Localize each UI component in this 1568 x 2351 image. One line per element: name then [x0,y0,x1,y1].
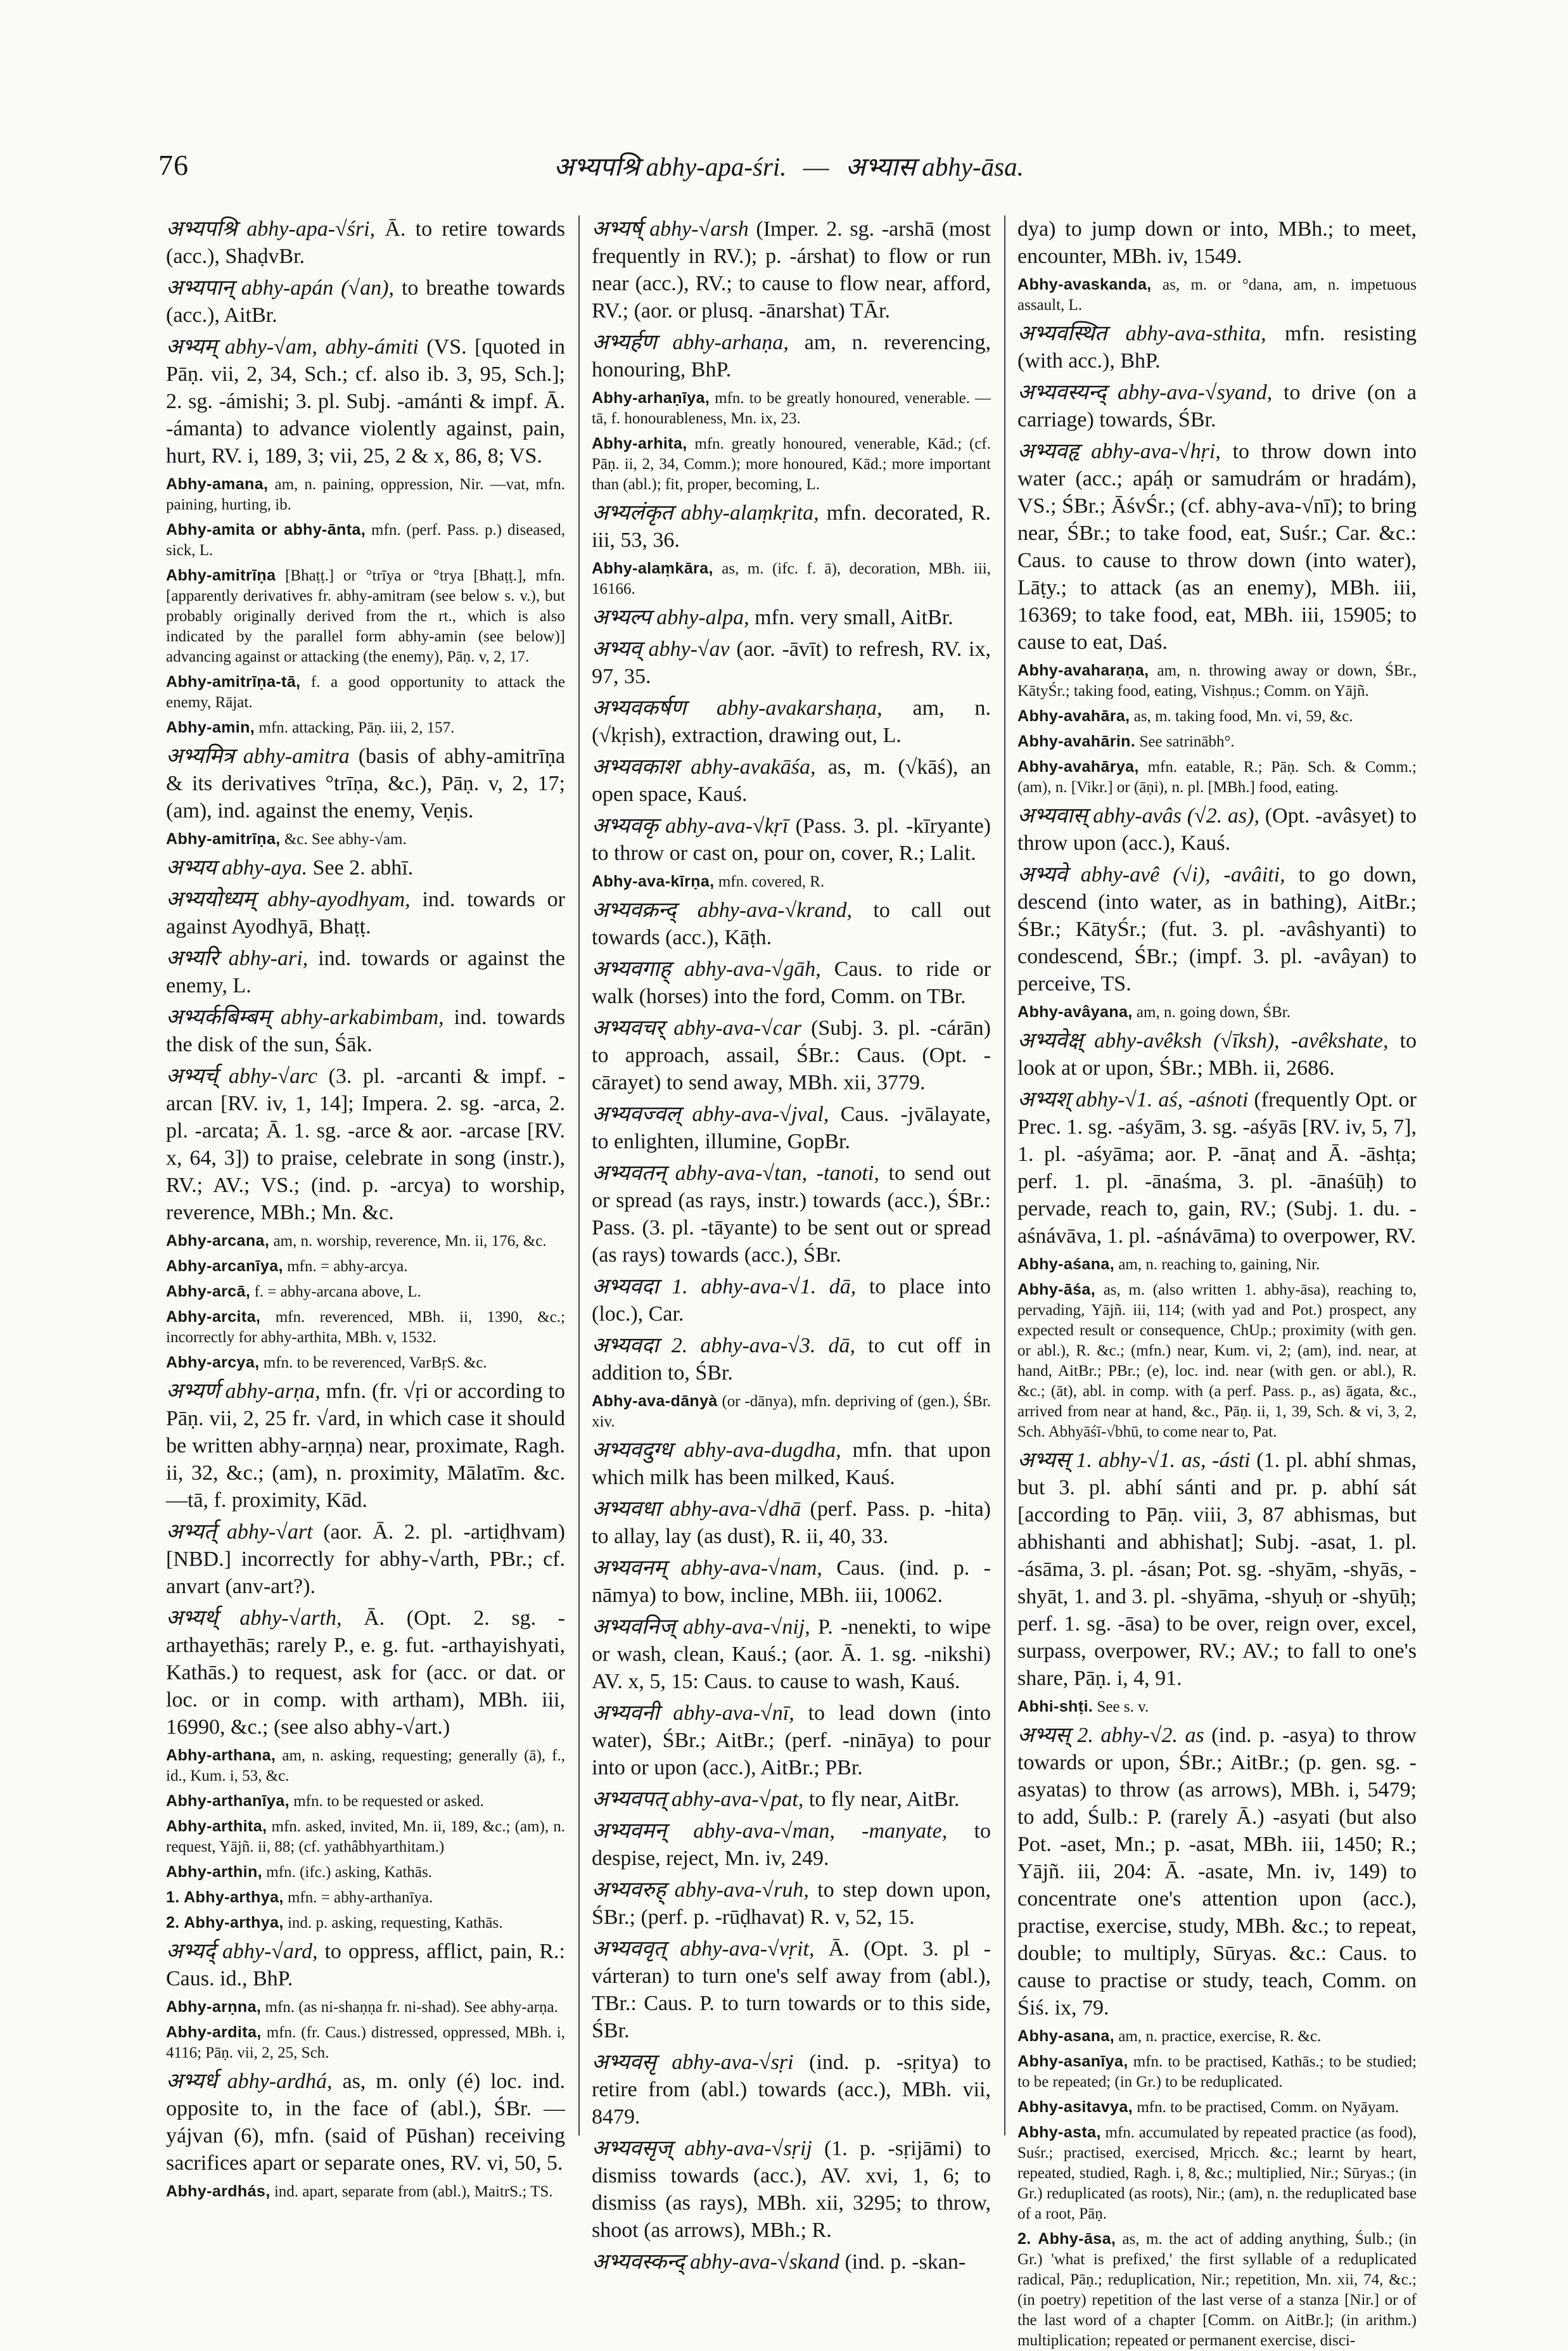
dictionary-subentry [1017,2026,1417,2047]
dictionary-subentry [592,433,991,495]
entry-definition: to go down, descend (into water, as in bathing), AitBr.; ŚBr.; KātyŚr.; (fut. 3. pl. -avâshyanti) to condescend, ŚBr.; (impf. 3. pl. -avâyan) to perceive, TS. [1017,863,1417,996]
entry-headword: अभ्यर्द् abhy-√ard, [166,1940,318,1963]
dictionary-subentry [1017,731,1417,752]
page-header [158,148,1419,186]
entry-headword: अभ्यपान् abhy-apán (√an), [166,276,394,300]
dictionary-entry [166,333,565,470]
entry-headword: Abhy-arcā, [166,1283,251,1300]
entry-definition: (Subj. 3. pl. -cárān) to approach, assail, ŚBr.: Caus. (Opt. -cārayet) to send away, MBh. xii, 3779. [592,1016,991,1094]
entry-headword: अभ्यवकृ abhy-ava-√kṛī [592,814,789,838]
entry-headword: Abhy-avaskanda, [1017,276,1152,293]
entry-definition: mfn. to be reverenced, VarBṛS. &c. [259,1354,487,1371]
entry-headword: 2. Abhy-āsa, [1017,2230,1116,2248]
dictionary-subentry [1017,1279,1417,1442]
dictionary-entry [166,945,565,999]
dictionary-entry [592,1554,991,1609]
dictionary-entry [166,215,565,270]
dictionary-subentry [592,1391,991,1432]
dictionary-subentry [1017,274,1417,316]
entry-definition: f. = abhy-arcana above, L. [250,1283,421,1300]
entry-definition: [Bhaṭṭ.] or °trīya or °trya [Bhaṭṭ.], mfn. [apparently derivatives fr. abhy-amitram (see below s. v.), but probably originally derived from the rt., which is also indicated by the parallel form abhy-amin (see below)] advancing against or attacking (the enemy), Pāṇ. v, 2, 17. [166,567,565,665]
dictionary-subentry [166,1997,565,2018]
entry-definition: mfn. (fr. √ṛi or according to Pāṇ. vii, 2, 25 fr. √ard, in which case it should be written abhy-arṇṇa) near, proximate, Ragh. ii, 32, &c.; (am), n. proximity, Mālatīm. &c. —tā, f. proximity, Kād. [166,1380,565,1512]
entry-headword: Abhy-arṇna, [166,1998,262,2016]
entry-headword: अभ्यपश्रि abhy-apa-√śri, [166,217,376,241]
entry-headword: Abhy-arcita, [166,1308,261,1326]
entry-definition: See s. v. [1093,1698,1149,1715]
page-number: 76 [158,149,189,181]
entry-definition: (1. pl. abhí shmas, but 3. pl. abhí sánti and pr. p. abhí sát [according to Pāṇ. viii, 3, 87 abhismas, but abhishanti and abhishat]; Subj. -asat, 1. pl. -ásāma, 3. pl. -ásan; Pot. sg. -shyām, -shyās, -shyāt, 1. and 3. pl. -shyāma, -shyuḥ or -shyūḥ; perf. 1. sg. -āsa) to be over, reign over, excel, surpass, overpower, RV.; AV.; to fall to one's share, Pāṇ. i, 4, 91. [1017,1449,1417,1690]
dictionary-subentry [166,565,565,667]
entry-definition: to cut off in addition to, ŚBr. [592,1334,991,1385]
entry-headword: 2. Abhy-arthya, [166,1914,284,1931]
entry-definition: mfn. attacking, Pāṇ. iii, 2, 157. [255,719,455,736]
dictionary-entry [592,1876,991,1931]
dictionary-entry [592,1817,991,1872]
dictionary-entry [1017,802,1417,857]
entry-headword: अभ्ययोध्यम् abhy-ayodhyam, [166,888,411,911]
entry-headword: अभ्यवस्थित abhy-ava-sthita, [1017,322,1266,345]
entry-definition: (ind. p. -asya) to throw towards or upon, ŚBr.; AitBr.; (p. gen. sg. -asyatas) to throw (as arrows), MBh. i, 5479; to add, Śulb.: P. (rarely Ā.) -asyati (but also Pot. -aset, Mn.; p. -asat, MBh. iii, 1450; R.; Yājñ. iii, 204: Ā. -asate, Mn. iv, 149) to concentrate one's attention upon (acc.), practise, exercise, study, MBh. &c.; to repeat, double; to multiply, Sūryas. &c.: Caus. to cause to practise or study, teach, Comm. on Śiś. ix, 79. [1017,1724,1417,2020]
entry-definition: (Imper. 2. sg. -arshā (most frequently in RV.); p. -árshat) to flow or run near (acc.), RV.; to cause to flow near, afford, RV.; (aor. or plusq. -ānarshat) TĀr. [592,217,991,323]
entry-definition: to step down upon, ŚBr.; (perf. p. -rūḍhavat) R. v, 52, 15. [592,1878,991,1929]
entry-headword: अभ्यव् abhy-√av [592,637,730,661]
dictionary-subentry [1017,2051,1417,2092]
entry-definition: as, m. (√kāś), an open space, Kauś. [592,755,991,806]
entry-definition: (perf. Pass. p. -hita) to allay, lay (as dust), R. ii, 40, 33. [592,1497,991,1548]
entry-headword: अभ्यलंकृत abhy-alaṃkṛita, [592,501,819,525]
entry-definition: (ind. p. -skan- [839,2250,966,2274]
entry-definition: (Pass. 3. pl. -kīryante) to throw or cast on, pour on, cover, R.; Lalit. [592,814,991,865]
entry-headword: Abhy-amin, [166,719,255,736]
entry-headword: अभ्यवसृ abhy-ava-√sṛi [592,2051,794,2074]
entry-definition: mfn. that upon which milk has been milked, Kauś. [592,1438,991,1489]
column-divider [1004,215,1005,2136]
entry-headword: Abhy-arhita, [592,435,687,452]
entry-definition: Caus. to ride or walk (horses) into the ford, Comm. on TBr. [592,958,991,1008]
entry-headword: अभ्यवदुग्ध abhy-ava-dugdha, [592,1438,841,1462]
dictionary-subentry [166,1281,565,1302]
entry-headword: Abhy-amitrīṇa [166,567,276,584]
entry-definition: mfn. to be greatly honoured, venerable. —tā, f. honourableness, Mn. ix, 23. [592,390,991,427]
dictionary-entry [592,499,991,554]
entry-headword: Abhy-amana, [166,475,269,493]
entry-definition: as, m. only (é) loc. ind. opposite to, in the face of (abl.), ŚBr. —yájvan (6), mfn. (said of Pūshan) receiving sacrifices apart or separate ones, RV. vi, 50, 5. [166,2070,566,2175]
dictionary-entry [1017,320,1417,375]
entry-definition: See satrinābh°. [1135,733,1235,750]
dictionary-subentry [1017,1254,1417,1275]
dictionary-subentry [166,1307,565,1348]
dictionary-subentry [592,388,991,429]
dictionary-subentry [166,829,565,850]
entry-headword: अभ्यवे abhy-avê (√i), -avâiti, [1017,863,1285,887]
dictionary-entry [1017,379,1417,433]
entry-headword: Abhy-avahārin. [1017,733,1136,750]
entry-headword: अभ्यवरुह् abhy-ava-√ruh, [592,1878,809,1902]
dictionary-entry [592,636,991,690]
entry-definition: (aor. Ā. 2. pl. -artiḍhvam) [NBD.] incorrectly for abhy-√arth, PBr.; cf. anvart (anv-art?). [166,1520,565,1598]
dictionary-entry [166,743,565,824]
entry-definition: Ā. (Opt. 3. pl -várteran) to turn one's self away from (abl.), TBr.: Caus. P. to turn towards or to this side, ŚBr. [592,1937,991,2042]
dictionary-entry [592,329,991,383]
dictionary-subentry [1017,2229,1417,2351]
dictionary-entry [166,1518,565,1600]
text-columns [166,215,1418,2349]
entry-headword: अभ्यवस्यन्द् abhy-ava-√syand, [1017,381,1273,404]
entry-definition: am, n. reaching to, gaining, Nir. [1114,1256,1320,1273]
entry-headword: Abhy-arcanīya, [166,1257,283,1275]
entry-definition: P. -nenekti, to wipe or wash, clean, Kauś.; (aor. Ā. 1. sg. -nikshi) AV. x, 5, 15: Caus. to cause to wash, Kauś. [592,1615,991,1693]
dictionary-entry [592,1786,991,1813]
entry-headword: अभ्यवहृ abhy-ava-√hṛi, [1017,440,1221,463]
entry-definition: ind. towards the disk of the sun, Śāk. [166,1006,565,1056]
entry-headword: अभ्यर्कबिम्बम् abhy-arkabimbam, [166,1006,444,1029]
entry-headword: Abhy-āśa, [1017,1281,1096,1298]
dictionary-entry [592,2135,991,2244]
dictionary-entry [166,1063,565,1226]
dictionary-subentry [166,1256,565,1277]
dictionary-subentry [166,1862,565,1883]
entry-headword: अभ्यवनम् abhy-ava-√nam, [592,1556,822,1580]
entry-headword: Abhy-avahārya, [1017,758,1139,776]
dictionary-entry [592,1613,991,1695]
dictionary-subentry [166,1352,565,1373]
entry-definition: as, m. (also written 1. abhy-āsa), reaching to, pervading, Yājñ. iii, 114; (with yad and Pot.) prospect, any expected result or consequence, ChUp.; proximity (with gen. or abl.), R. &c.; (mfn.) near, Kum. vi, 2; (am), ind. near, at hand, AitBr.; PBr.; (e), loc. ind. near (with gen. or abl.), R. &c.; (āt), abl. in comp. with (a perf. Pass. p., as) āgata, &c., arrived from near at hand, &c., Pāṇ. ii, 1, 39, Sch. & vi, 3, 2, Sch. Abhyāśī-√bhū, to come near to, Pat. [1017,1281,1417,1440]
entry-definition: to call out towards (acc.), Kāṭh. [592,899,991,949]
entry-headword: अभ्यमित्र abhy-amitra [166,745,350,768]
dictionary-entry [592,2248,991,2276]
dictionary-subentry [166,1745,565,1786]
entry-headword: Abhy-alaṃkāra, [592,560,713,577]
entry-definition: to oppress, afflict, pain, R.: Caus. id., BhP. [166,1940,566,1990]
entry-headword: Abhy-amita or abhy-ānta, [166,521,366,539]
entry-definition: to breathe towards (acc.), AitBr. [166,276,566,327]
running-head [158,148,1419,184]
entry-definition: mfn. eatable, R.; Pāṇ. Sch. & Comm.; (am), n. [Vikr.] or (āṇi), n. pl. [MBh.] food, eating. [1017,759,1417,796]
dictionary-entry [592,1015,991,1096]
dictionary-entry [1017,1086,1417,1250]
entry-headword: अभ्यववृत् abhy-ava-√vṛit, [592,1937,815,1961]
entry-definition: to look at or upon, ŚBr.; MBh. ii, 2686. [1017,1029,1417,1080]
entry-headword: अभ्यवसृज् abhy-ava-√sṛij [592,2137,812,2160]
entry-definition: (1. p. -sṛijāmi) to dismiss towards (acc.), AV. xvi, 1, 6; to dismiss (as rays), MBh. xii, 3295; to throw, shoot (as arrows), MBh.; R. [592,2137,991,2242]
entry-headword: अभ्यस् 2. abhy-√2. as [1017,1724,1204,1747]
entry-definition: mfn. covered, R. [714,873,825,890]
entry-headword: अभ्यर्ण abhy-arṇa, [166,1380,321,1403]
dictionary-entry [166,1938,565,1992]
entry-definition: ind. p. asking, requesting, Kathās. [283,1914,503,1931]
entry-definition: to fly near, AitBr. [803,1788,960,1811]
entry-headword: Abhy-arcana, [166,1232,270,1250]
entry-definition: am, n. paining, oppression, Nir. —vat, mfn. paining, hurting, ib. [166,476,565,513]
column-2 [592,215,991,2274]
entry-definition: mfn. = abhy-arthanīya. [283,1889,433,1906]
entry-definition: am, n. asking, requesting; generally (ā), f., id., Kum. i, 53, &c. [166,1747,565,1784]
entry-definition: Caus. -jvālayate, to enlighten, illumine, GopBr. [592,1103,991,1153]
entry-definition: ind. towards or against Ayodhyā, Bhaṭṭ. [166,888,565,938]
entry-definition: (3. pl. -arcanti & impf. -arcan [RV. iv, 1, 14]; Impera. 2. sg. -arca, 2. pl. -arcata; Ā. 1. sg. -arce & aor. -arcase [RV. x, 64, 3]) to praise, celebrate in song (instr.), RV.; AV.; VS.; (ind. p. -arcya) to worship, reverence, MBh.; Mn. &c. [166,1065,565,1224]
entry-definition: mfn. asked, invited, Mn. ii, 189, &c.; (am), n. request, Yājñ. ii, 88; (cf. yathâbhyarthitam.) [166,1818,565,1855]
entry-definition: f. a good opportunity to attack the enemy, Rājat. [166,674,565,711]
entry-headword: अभ्यवनिज् abhy-ava-√nij, [592,1615,810,1639]
entry-definition: am, n. (√kṛish), extraction, drawing out, L. [592,696,991,747]
dictionary-subentry [1017,1696,1417,1717]
entry-headword: अभ्यवास् abhy-avâs (√2. as), [1017,804,1259,828]
entry-definition: to send out or spread (as rays, instr.) towards (acc.), ŚBr.: Pass. (3. pl. -tāyante) to be sent out or spread (as rays) towards (acc.), ŚBr. [592,1162,991,1267]
entry-headword: Abhy-avahāra, [1017,707,1130,725]
entry-headword: Abhy-ardhás, [166,2182,271,2200]
entry-headword: अभ्यर्च् abhy-√arc [166,1065,318,1088]
entry-headword: अभ्यरि abhy-ari, [166,947,309,970]
entry-definition: mfn. to be practised, Kathās.; to be studied; to be repeated; (in Gr.) to be reduplicated. [1017,2053,1417,2091]
entry-headword: अभ्यवमन् abhy-ava-√man, -manyate, [592,1819,948,1843]
entry-definition: to place into (loc.), Car. [592,1275,991,1326]
entry-headword: अभ्यवेक्ष् abhy-avêksh (√īksh), -avêkshate, [1017,1029,1389,1053]
entry-headword: Abhy-asanīya, [1017,2053,1128,2070]
headword-dash: — [803,152,829,181]
dictionary-entry [166,854,565,881]
dictionary-subentry [166,1791,565,1812]
entry-definition: mfn. = abhy-arcya. [283,1258,408,1275]
entry-definition: (ind. p. -sṛitya) to retire from (abl.) towards (acc.), MBh. vii, 8479. [592,2051,991,2129]
entry-headword: अभ्यवनी abhy-ava-√nī, [592,1701,794,1725]
entry-headword: अभ्यवचर् abhy-ava-√car [592,1016,802,1040]
entry-headword: Abhy-asana, [1017,2027,1115,2045]
dictionary-subentry [1017,660,1417,701]
entry-headword: Abhy-arthin, [166,1863,263,1881]
dictionary-entry [592,956,991,1010]
entry-headword: अभ्यस् 1. abhy-√1. as, -ásti [1017,1449,1251,1472]
dictionary-entry [166,1004,565,1058]
entry-definition: as, m. or °dana, am, n. impetuous assault, L. [1017,276,1417,314]
dictionary-entry [166,886,565,940]
dictionary-entry [592,753,991,808]
entry-definition: Ā. (Opt. 2. sg. -arthayethās; rarely P., e. g. fut. -arthayishyati, Kathās.) to request, ask for (acc. or dat. or loc. or in comp. with artham), MBh. iii, 16990, &c.; (see also abhy-√art.) [166,1606,565,1739]
entry-definition: dya) to jump down or into, MBh.; to meet, encounter, MBh. iv, 1549. [1017,217,1417,268]
dictionary-entry [166,1378,565,1514]
entry-headword: अभ्यश् abhy-√1. aś, -aśnoti [1017,1088,1249,1111]
dictionary-subentry [166,672,565,713]
dictionary-subentry [166,1887,565,1908]
dictionary-entry [592,1700,991,1781]
entry-definition: am, n. worship, reverence, Mn. ii, 176, &c. [269,1233,547,1250]
entry-headword: Abhy-avaharaṇa, [1017,662,1149,679]
entry-definition: am, n. practice, exercise, R. &c. [1114,2028,1322,2045]
entry-definition: (frequently Opt. or Prec. 1. sg. -aśyām, 3. sg. -aśyās [RV. iv, 5, 7], 1. pl. -aśyāma; aor. P. -ānaṭ and Ā. -āshṭa; perf. 1. pl. -ānaśma, 3. pl. -ānaśūḥ) to pervade, reach to, gain, RV.; (Subj. 1. du. -aśnávāva, 1. pl. -aśnávāma) to overpower, RV. [1017,1088,1417,1248]
entry-definition: to despise, reject, Mn. iv, 249. [592,1819,991,1870]
entry-headword: Abhy-asta, [1017,2124,1101,2141]
column-divider [578,215,580,2136]
dictionary-subentry [166,1231,565,1252]
dictionary-subentry [1017,2097,1417,2118]
entry-headword: अभ्यवक्रन्द् abhy-ava-√krand, [592,899,853,922]
entry-definition: (or -dānya), mfn. depriving of (gen.), ŚBr. xiv. [592,1393,991,1430]
entry-headword: अभ्यवदा 1. abhy-ava-√1. dā, [592,1275,857,1298]
dictionary-entry [592,1496,991,1550]
dictionary-entry [166,274,565,329]
entry-definition: (VS. [quoted in Pāṇ. vii, 2, 34, Sch.; cf. also ib. 3, 95, Sch.]; 2. sg. -ámishi; 3. pl. Subj. -amánti & impf. Ā. -ámanta) to advance violently against, pain, hurt, RV. i, 189, 3; vii, 25, 2 & x, 86, 8; VS. [166,335,566,468]
dictionary-subentry [1017,706,1417,727]
dictionary-subentry [166,520,565,561]
entry-headword: अभ्यल्प abhy-alpa, [592,606,749,629]
entry-headword: अभ्यर्त् abhy-√art [166,1520,313,1544]
dictionary-entry [592,812,991,867]
dictionary-entry [1017,215,1417,270]
entry-definition: to drive (on a carriage) towards, ŚBr. [1017,381,1417,432]
dictionary-entry [592,1437,991,1491]
entry-definition: mfn. (as ni-shaṇṇa fr. ni-shad). See abhy-arṇa. [261,1999,558,2016]
entry-headword: अभ्यवगाह् abhy-ava-√gāh, [592,958,821,981]
dictionary-entry [592,1935,991,2044]
dictionary-entry [592,1160,991,1269]
entry-definition: am, n. going down, ŚBr. [1132,1004,1291,1021]
entry-definition: &c. See abhy-√am. [280,831,407,848]
entry-headword: Abhy-ava-dānyà [592,1392,718,1410]
dictionary-entry [592,2049,991,2130]
entry-definition: See 2. abhī. [307,856,414,880]
entry-definition: to lead down (into water), ŚBr.; AitBr.; (perf. -nināya) to pour into or upon (acc.), AitBr.; PBr. [592,1701,991,1779]
entry-headword: अभ्यर्ष् abhy-√arsh [592,217,749,241]
entry-headword: Abhy-arthita, [166,1817,267,1835]
dictionary-entry [1017,438,1417,656]
dictionary-entry [166,1605,565,1741]
entry-definition: Ā. to retire towards (acc.), ShaḍvBr. [166,217,565,268]
entry-headword: Abhy-arthana, [166,1746,276,1764]
entry-headword: अभ्यर्हण abhy-arhaṇa, [592,331,789,354]
dictionary-entry [1017,1027,1417,1082]
dictionary-entry [592,695,991,749]
entry-headword: Abhy-ava-kīrṇa, [592,873,715,890]
dictionary-entry [166,2068,565,2177]
entry-definition: to throw down into water (acc.; apáḥ or samudrám or hradám), VS.; ŚBr.; ĀśvŚr.; (cf. abhy-ava-√nī); to bring near, ŚBr.; to take food, eat, Suśr.; Car. &c.: Caus. to cause to throw down (into water), Lāṭy.; to attack (as an enemy), MBh. iii, 16369; to take food, eat, MBh. iii, 15905; to cause to eat, Daś. [1017,440,1417,654]
entry-definition: mfn. very small, AitBr. [749,606,953,629]
entry-headword: अभ्यवधा abhy-ava-√dhā [592,1497,801,1521]
entry-definition: am, n. throwing away or down, ŚBr., KātyŚr.; taking food, eating, Vishṇus.; Comm. on Yājñ. [1017,662,1417,700]
entry-headword: अभ्यय abhy-aya. [166,856,308,880]
entry-definition: mfn. greatly honoured, venerable, Kād.; (cf. Pāṇ. ii, 2, 34, Comm.); more honoured, Kād.; more important than (abl.); fit, proper, becoming, L. [592,435,991,493]
dictionary-subentry [1017,1002,1417,1023]
dictionary-entry [592,1101,991,1155]
entry-headword: अभ्यवकर्षण abhy-avakarshaṇa, [592,696,883,720]
entry-headword: अभ्यवतन् abhy-ava-√tan, -tanoti, [592,1162,879,1185]
entry-definition: mfn. to be practised, Comm. on Nyāyam. [1133,2099,1399,2116]
entry-headword: अभ्यम् abhy-√am, abhy-ámiti [166,335,419,359]
entry-definition: mfn. (ifc.) asking, Kathās. [262,1864,433,1881]
dictionary-subentry [166,1816,565,1857]
entry-definition: (Opt. -avâsyet) to throw upon (acc.), Kauś. [1017,804,1417,855]
entry-headword: Abhy-amitrīṇa, [166,830,281,848]
dictionary-subentry [592,558,991,599]
entry-headword: Abhy-arthanīya, [166,1792,290,1810]
entry-headword: Abhy-amitrīṇa-tā, [166,673,301,691]
entry-definition: Caus. (ind. p. -nāmya) to bow, incline, MBh. iii, 10062. [592,1556,991,1607]
column-3 [1017,215,1417,2349]
last-headword: अभ्यास abhy-āsa. [845,152,1024,181]
entry-definition: mfn. (fr. Caus.) distressed, oppressed, MBh. i, 4116; Pāṇ. vii, 2, 25, Sch. [166,2024,565,2061]
entry-definition: ind. apart, separate from (abl.), MaitrS.; TS. [270,2183,553,2200]
dictionary-entry [1017,1447,1417,1692]
column-1 [166,215,566,2200]
dictionary-subentry [1017,2122,1417,2224]
entry-definition: mfn. (perf. Pass. p.) diseased, sick, L. [166,522,565,559]
dictionary-subentry [166,2022,565,2063]
dictionary-entry [1017,861,1417,997]
entry-headword: Abhy-arhaṇīya, [592,389,710,407]
entry-definition: as, m. the act of adding anything, Śulb.; (in Gr.) 'what is prefixed,' the first syllable of a reduplicated radical, Pāṇ.; reduplication, Nir.; repetition, Mn. xii, 74, &c.; (in poetry) repetition of the last verse of a stanza [Nir.] or of the last word of a chapter [Comm. on AitBr.]; (in arithm.) multiplication; repeated or permanent exercise, disci- [1017,2231,1417,2349]
entry-headword: Abhy-avâyana, [1017,1003,1133,1021]
dictionary-entry [592,215,991,324]
dictionary-entry [592,1332,991,1387]
dictionary-entry [592,604,991,631]
entry-definition: (aor. -āvīt) to refresh, RV. ix, 97, 35. [592,637,991,688]
entry-definition: mfn. decorated, R. iii, 53, 36. [592,501,991,552]
entry-headword: अभ्यर्थ् abhy-√arth, [166,1606,342,1630]
first-headword: अभ्यपश्रि abhy-apa-śri. [554,152,787,181]
entry-definition: as, m. (ifc. f. ā), decoration, MBh. iii, 16166. [592,560,991,598]
dictionary-subentry [166,1912,565,1933]
entry-definition: as, m. taking food, Mn. vi, 59, &c. [1130,708,1353,725]
entry-headword: Abhy-asitavya, [1017,2098,1133,2116]
entry-definition: am, n. reverencing, honouring, BhP. [592,331,991,381]
entry-headword: अभ्यवज्वल् abhy-ava-√jval, [592,1103,829,1126]
entry-headword: Abhy-arcya, [166,1354,260,1371]
entry-definition: mfn. accumulated by repeated practice (as food), Suśr.; practised, exercised, Mṛicch. &c.; learnt by heart, repeated, studied, Ragh. i, 8, &c.; multiplied, Nir.; Sūryas.; (in Gr.) reduplicated (as roots), Nir.; (am), n. the reduplicated base of a root, Pāṇ. [1017,2124,1417,2222]
entry-definition: ind. towards or against the enemy, L. [166,947,565,997]
entry-definition: (basis of abhy-amitrīṇa & its derivatives °trīṇa, &c.), Pāṇ. v, 2, 17; (am), ind. against the enemy, Veṇis. [166,745,565,823]
dictionary-subentry [166,474,565,515]
dictionary-subentry [166,2181,565,2202]
entry-headword: अभ्यर्ध abhy-ardhá, [166,2070,333,2093]
entry-headword: अभ्यवस्कन्द् abhy-ava-√skand [592,2250,839,2274]
dictionary-entry [592,897,991,951]
dictionary-entry [1017,1722,1417,2021]
dictionary-subentry [1017,757,1417,798]
entry-headword: Abhy-aśana, [1017,1255,1115,1273]
dictionary-subentry [592,871,991,892]
entry-headword: Abhy-ardita, [166,2023,262,2041]
entry-definition: mfn. resisting (with acc.), BhP. [1017,322,1417,373]
entry-headword: 1. Abhy-arthya, [166,1888,284,1906]
entry-definition: mfn. to be requested or asked. [289,1793,484,1810]
entry-headword: अभ्यवकाश abhy-avakāśa, [592,755,816,779]
entry-headword: अभ्यवदा 2. abhy-ava-√3. dā, [592,1334,855,1357]
dictionary-subentry [166,717,565,738]
entry-headword: Abhi-shṭi. [1017,1698,1093,1715]
entry-definition: mfn. reverenced, MBh. ii, 1390, &c.; incorrectly for abhy-arthita, MBh. v, 1532. [166,1309,565,1346]
entry-headword: अभ्यवपत् abhy-ava-√pat, [592,1788,804,1811]
dictionary-entry [592,1273,991,1328]
